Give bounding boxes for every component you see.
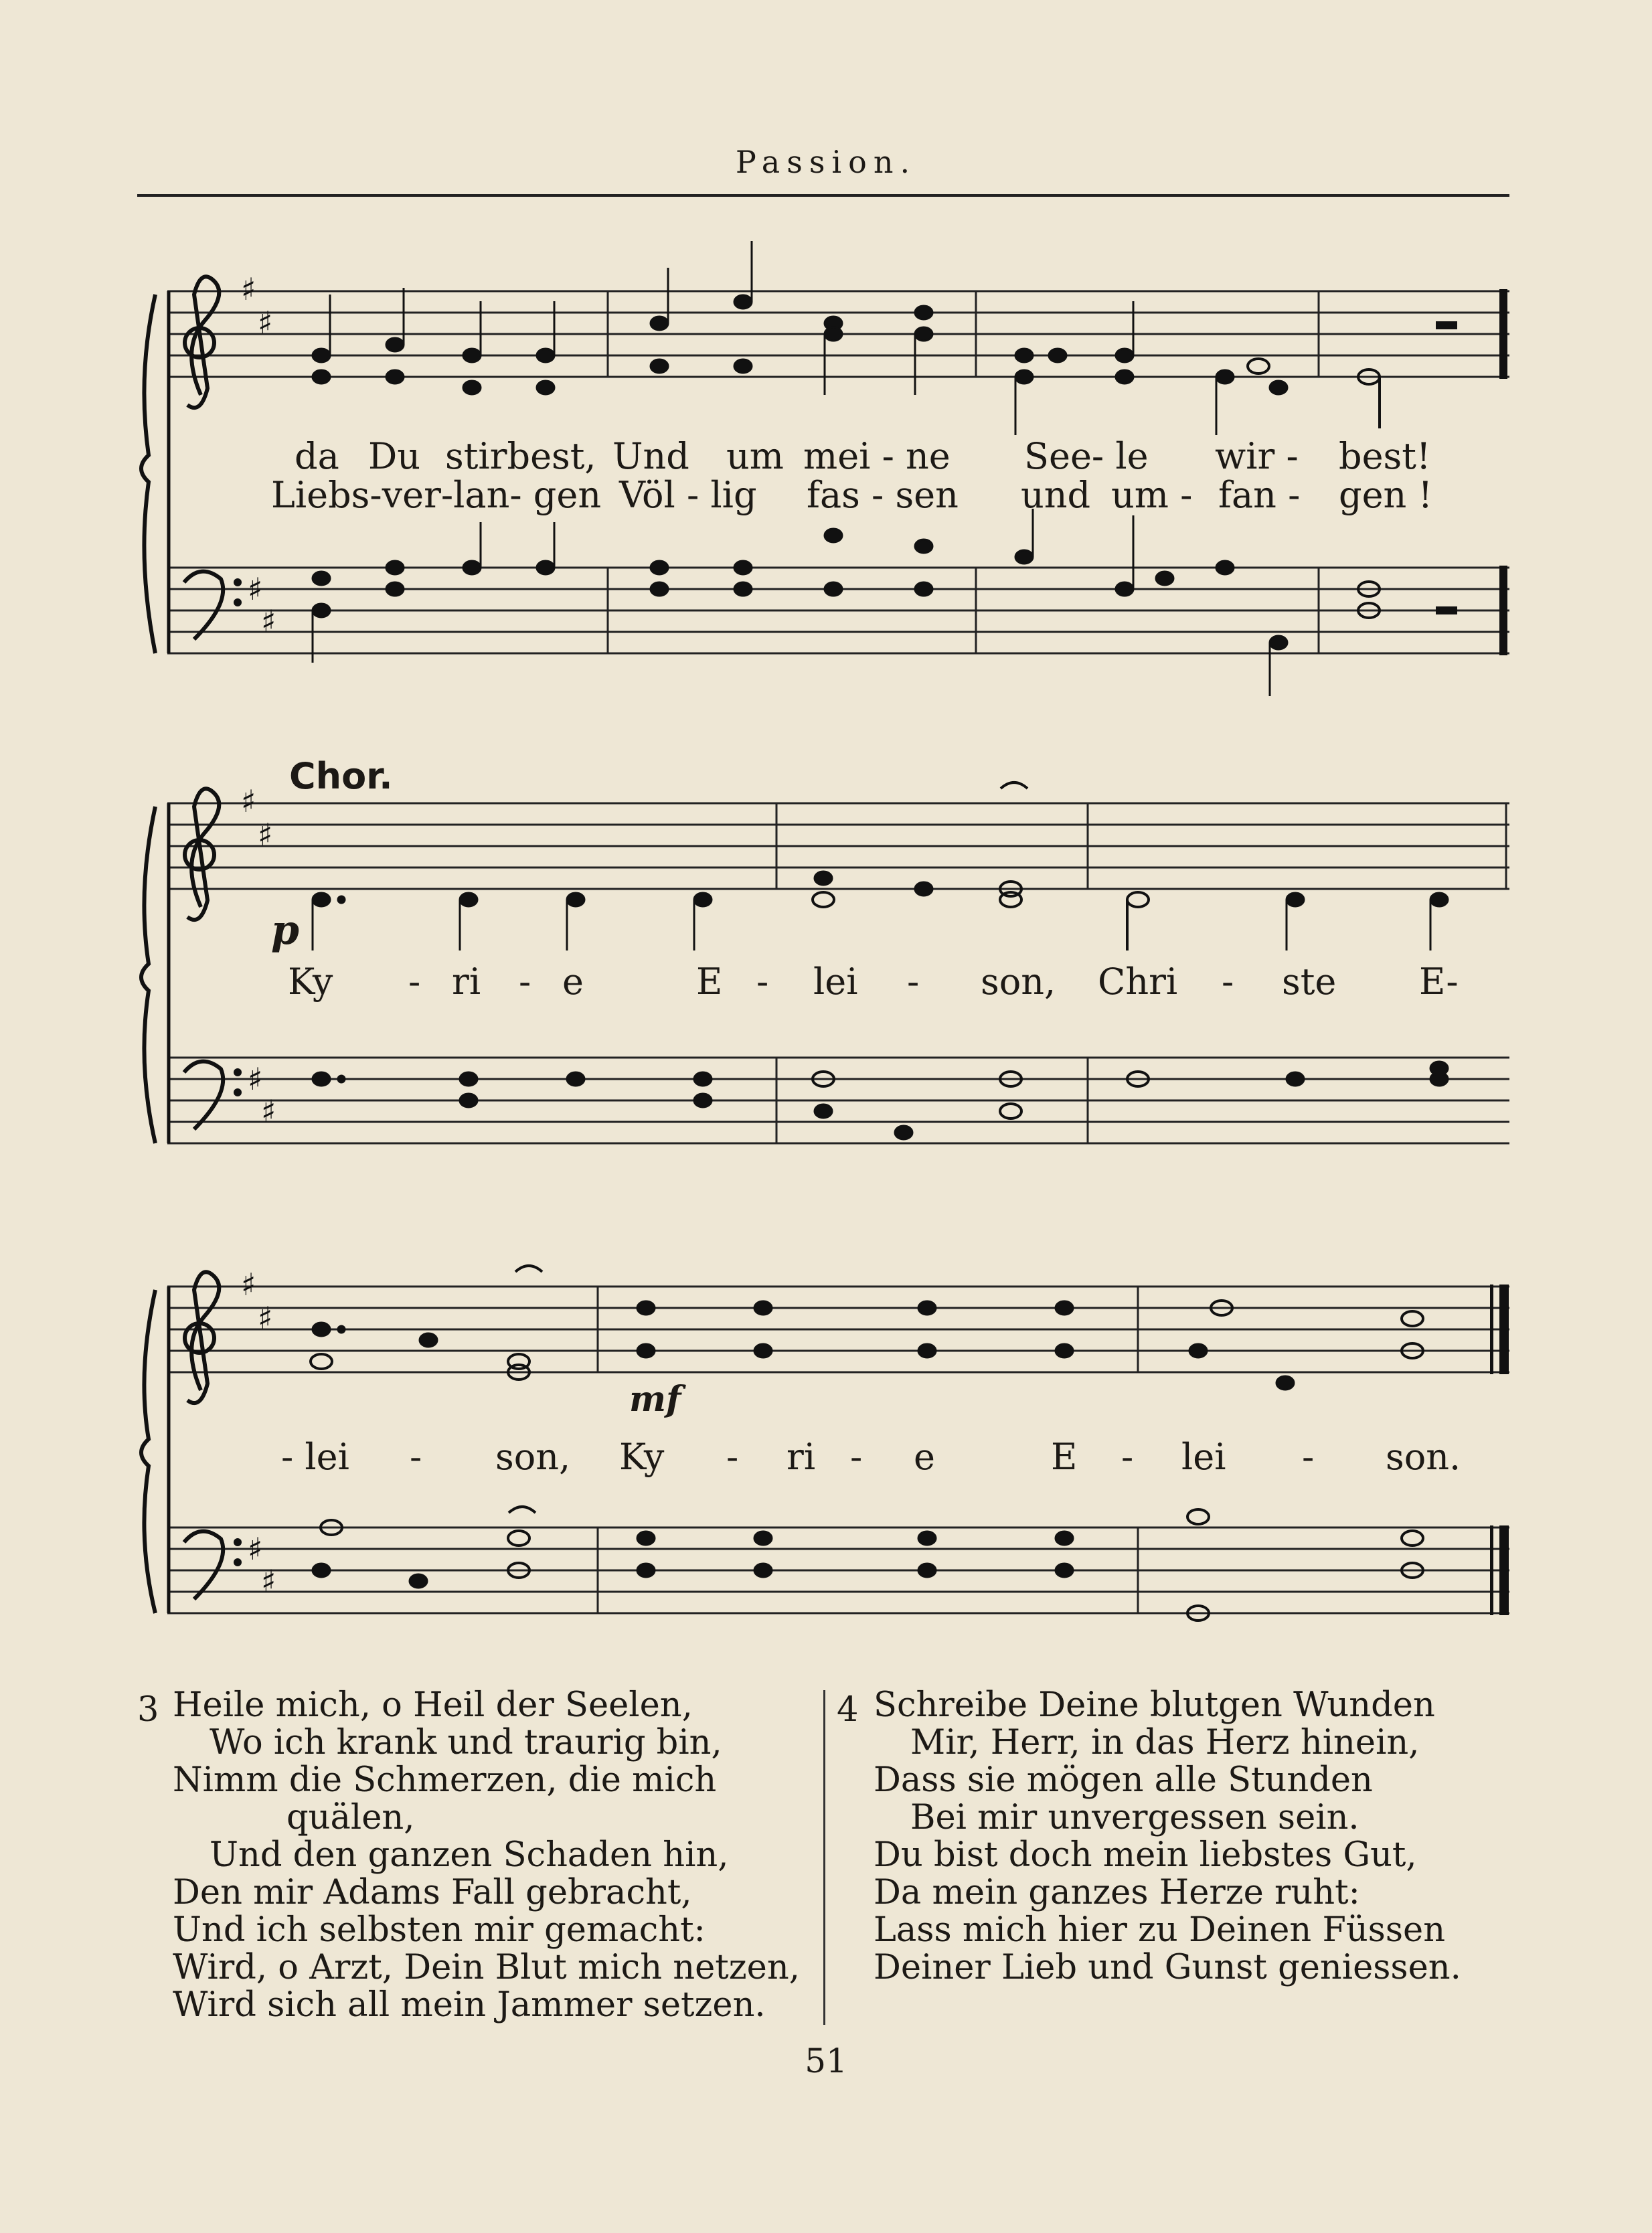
bass-clef-2: [184, 1062, 223, 1129]
lyric: Du: [368, 435, 421, 477]
lyric: ri: [452, 961, 481, 1003]
svg-text:♯: ♯: [261, 603, 276, 639]
verse-3: [173, 1687, 800, 2024]
bass-clef-3: [184, 1532, 223, 1599]
treble-clef-1: [185, 276, 219, 408]
verse-line: Mir, Herr, in das Herz hinein,: [910, 1723, 1420, 1762]
svg-text:♯: ♯: [241, 783, 256, 819]
lyric: wir -: [1215, 435, 1299, 477]
verse-number: 4: [837, 1690, 859, 1730]
lyric: -: [756, 961, 769, 1003]
staff-2-treble: [167, 803, 1509, 889]
lyric: Ky: [619, 1436, 665, 1478]
lyric: E: [696, 961, 723, 1003]
chor-label: Chor.: [289, 755, 393, 797]
lyric: -: [410, 1436, 422, 1478]
lyric: um: [726, 435, 784, 477]
svg-text:♯: ♯: [261, 1563, 276, 1599]
dynamic-marking: mf: [629, 1379, 681, 1420]
lyric: lei: [813, 961, 858, 1003]
verse-line: Du bist doch mein liebstes Gut,: [874, 1835, 1417, 1875]
svg-text:♯: ♯: [241, 271, 256, 307]
lyric: Und: [612, 435, 689, 477]
verse-line: Nimm die Schmerzen, die mich: [173, 1760, 717, 1800]
lyric: mei - ne: [803, 435, 951, 477]
lyric: und: [1021, 474, 1091, 516]
lyric: fan -: [1218, 474, 1301, 516]
verse-line: Und ich selbsten mir gemacht:: [173, 1910, 706, 1950]
lyric: stirbest,: [445, 435, 596, 477]
lyric: ri: [787, 1436, 816, 1478]
svg-text:♯: ♯: [248, 1061, 263, 1097]
verse-line: Wird, o Arzt, Dein Blut mich netzen,: [173, 1948, 800, 1987]
verse-line: Schreibe Deine blutgen Wunden: [874, 1685, 1435, 1725]
lyric: E: [1051, 1436, 1078, 1478]
verse-line: Lass mich hier zu Deinen Füssen: [874, 1910, 1446, 1950]
lyric: -: [519, 961, 531, 1003]
lyric: -: [408, 961, 421, 1003]
verse-line: Deiner Lieb und Gunst geniessen.: [874, 1948, 1461, 1987]
lyric: son,: [495, 1436, 571, 1478]
lyric: e: [562, 961, 584, 1003]
lyric: um -: [1111, 474, 1193, 516]
verse-line: Und den ganzen Schaden hin,: [210, 1835, 729, 1875]
verse-line: Heile mich, o Heil der Seelen,: [173, 1685, 693, 1725]
lyric: E-: [1419, 961, 1459, 1003]
lyric: -: [907, 961, 920, 1003]
lyric: lei: [1181, 1436, 1226, 1478]
lyric: See- le: [1024, 435, 1149, 477]
verse-line: Wo ich krank und traurig bin,: [210, 1723, 722, 1762]
verse-divider: [823, 1690, 825, 2025]
verse-number: 3: [137, 1690, 159, 1730]
verse-line: Bei mir unvergessen sein.: [910, 1798, 1359, 1837]
lyric: -: [726, 1436, 739, 1478]
svg-text:♯: ♯: [248, 1531, 263, 1567]
staff-3-treble: [167, 1287, 1509, 1372]
verse-line: Da mein ganzes Herze ruht:: [874, 1873, 1360, 1912]
svg-text:♯: ♯: [261, 1093, 276, 1129]
staff-2-bass: [167, 1058, 1509, 1143]
lyric: Völ - lig: [619, 474, 757, 516]
lyric: e: [914, 1436, 935, 1478]
lyric: -: [850, 1436, 863, 1478]
staff-1-bass: [167, 568, 1509, 653]
dynamic-marking: p: [271, 907, 299, 954]
svg-text:♯: ♯: [258, 305, 273, 341]
verse-line: Dass sie mögen alle Stunden: [874, 1760, 1373, 1800]
page-header: Passion.: [735, 144, 917, 180]
svg-text:♯: ♯: [248, 571, 263, 607]
bass-clef-1: [184, 572, 223, 639]
svg-text:♯: ♯: [241, 1266, 256, 1303]
svg-text:♯: ♯: [258, 817, 273, 853]
lyric: best!: [1339, 435, 1431, 477]
treble-clef-3: [185, 1272, 219, 1403]
verse-line: Den mir Adams Fall gebracht,: [173, 1873, 692, 1912]
verse-line: Wird sich all mein Jammer setzen.: [173, 1985, 766, 2025]
verse-line: quälen,: [286, 1798, 415, 1837]
lyric: -: [1222, 961, 1234, 1003]
lyric: -: [1302, 1436, 1315, 1478]
lyric: gen !: [1339, 474, 1433, 516]
lyric: ste: [1282, 961, 1337, 1003]
lyric: da: [295, 435, 339, 477]
svg-text:♯: ♯: [258, 1300, 273, 1336]
lyric: fas - sen: [807, 474, 959, 516]
lyric: Chri: [1098, 961, 1178, 1003]
lyric: - lei: [281, 1436, 349, 1478]
staff-3-bass: [167, 1527, 1509, 1613]
lyric: son.: [1386, 1436, 1461, 1478]
page-number: 51: [805, 2042, 847, 2080]
lyric: son,: [981, 961, 1056, 1003]
lyric: Liebs-ver-lan- gen: [271, 474, 602, 516]
treble-clef-2: [185, 789, 219, 920]
verse-4: [874, 1687, 1461, 1987]
lyric: -: [1121, 1436, 1134, 1478]
lyric: Ky: [288, 961, 333, 1003]
